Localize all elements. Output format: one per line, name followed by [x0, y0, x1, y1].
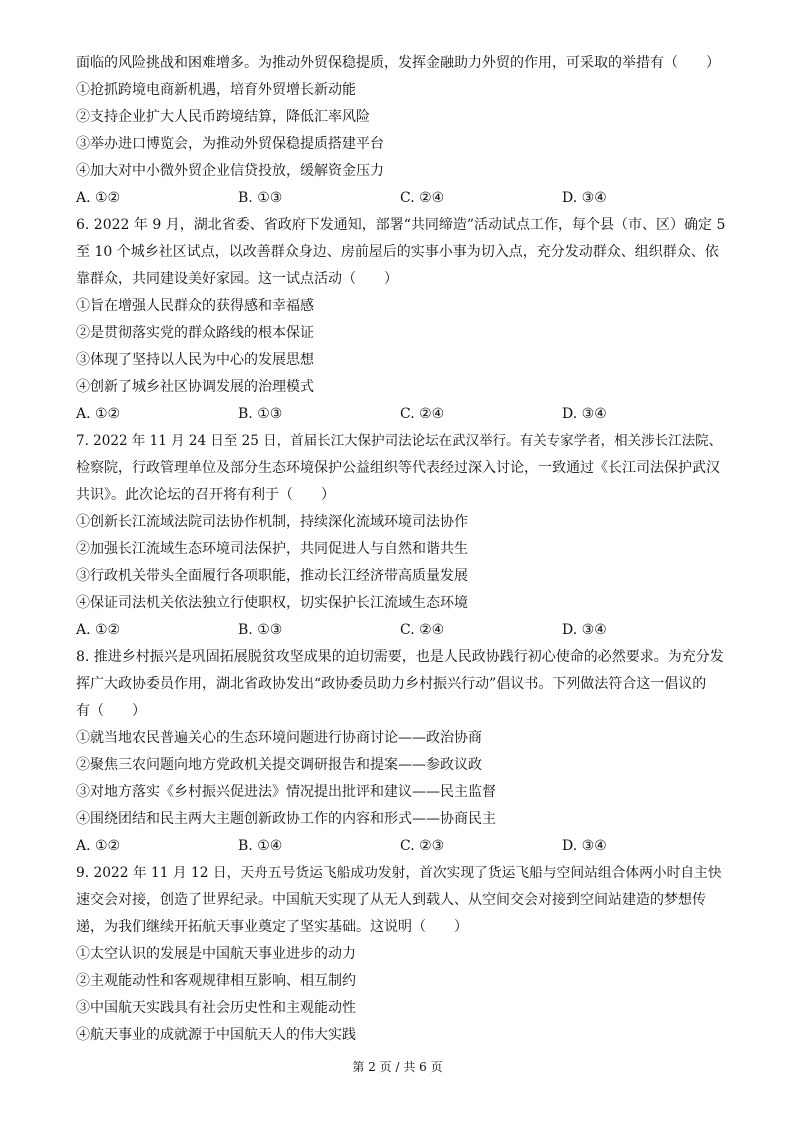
answer-options — [76, 401, 726, 428]
question-stem: 7. 2022 年 11 月 24 日至 25 日，首届长江大保护司法论坛在武汉举行。有关专家学者，相关涉长江法院、 — [76, 433, 723, 449]
exam-page — [76, 50, 726, 1049]
option-a: A. ①② — [76, 406, 121, 422]
option-c: C. ②④ — [400, 190, 445, 206]
choice-item: ③中国航天实践具有社会历史性和主观能动性 — [76, 1000, 356, 1016]
question-stem: 至 10 个城乡社区试点，以改善群众身边、房前屋后的实事小事为切入点，充分发动群众、组织群众、依 — [76, 244, 719, 260]
question-9 — [76, 860, 726, 1049]
choice-item: ④围绕团结和民主两大主题创新政协工作的内容和形式——协商民主 — [76, 811, 496, 827]
answer-options — [76, 185, 726, 212]
question-8 — [76, 644, 726, 860]
choice-item: ④航天事业的成就源于中国航天人的伟大实践 — [76, 1027, 356, 1043]
option-d: D. ③④ — [562, 838, 607, 854]
option-d: D. ③④ — [562, 406, 607, 422]
choice-item: ②是贯彻落实党的群众路线的根本保证 — [76, 325, 314, 341]
question-stem: 8. 推进乡村振兴是巩固拓展脱贫攻坚成果的迫切需要，也是人民政协践行初心使命的必然要求。为充分发 — [76, 649, 724, 665]
choice-item: ①就当地农民普遍关心的生态环境问题进行协商讨论——政治协商 — [76, 730, 482, 746]
question-stem: 递，为我们继续开拓航天事业奠定了坚实基础。这说明（ ） — [76, 919, 468, 935]
choice-item: ①抢抓跨境电商新机遇，培育外贸增长新动能 — [76, 82, 356, 98]
choice-item: ③体现了坚持以人民为中心的发展思想 — [76, 352, 314, 368]
choice-item: ②加强长江流域生态环境司法保护，共同促进人与自然和谐共生 — [76, 541, 468, 557]
choice-item: ④保证司法机关依法独立行使职权，切实保护长江流域生态环境 — [76, 595, 468, 611]
choice-item: ②主观能动性和客观规律相互影响、相互制约 — [76, 973, 356, 989]
option-d: D. ③④ — [562, 622, 607, 638]
question-stem: 面临的风险挑战和困难增多。为推动外贸保稳提质，发挥金融助力外贸的作用，可采取的举措有（ ） — [76, 55, 720, 71]
question-stem: 检察院，行政管理单位及部分生态环境保护公益组织等代表经过深入讨论，一致通过《长江司法保护武汉 — [76, 460, 720, 476]
choice-item: ②聚焦三农问题向地方党政机关提交调研报告和提案——参政议政 — [76, 757, 482, 773]
question-6 — [76, 212, 726, 428]
question-stem: 速交会对接，创造了世界纪录。中国航天实现了从无人到载人、从空间交会对接到空间站建造的梦想传 — [76, 892, 706, 908]
answer-options — [76, 617, 726, 644]
question-5 — [76, 50, 726, 212]
option-b: B. ①③ — [238, 190, 283, 206]
choice-item: ③对地方落实《乡村振兴促进法》情况提出批评和建议——民主监督 — [76, 784, 496, 800]
choice-item: ④加大对中小微外贸企业信贷投放，缓解资金压力 — [76, 163, 384, 179]
option-a: A. ①② — [76, 622, 121, 638]
question-stem: 挥广大政协委员作用，湖北省政协发出“政协委员助力乡村振兴行动”倡议书。下列做法符合这一倡议的 — [76, 676, 707, 692]
option-a: A. ①② — [76, 190, 121, 206]
answer-options — [76, 833, 726, 860]
choice-item: ③行政机关带头全面履行各项职能，推动长江经济带高质量发展 — [76, 568, 468, 584]
question-stem: 共识》。此次论坛的召开将有利于（ ） — [76, 487, 335, 503]
option-c: C. ②③ — [400, 838, 445, 854]
option-c: C. ②④ — [400, 406, 445, 422]
choice-item: ①太空认识的发展是中国航天事业进步的动力 — [76, 946, 356, 962]
page-footer: 第 2 页 / 共 6 页 — [352, 1060, 443, 1074]
question-7 — [76, 428, 726, 644]
option-b: B. ①④ — [238, 838, 283, 854]
question-stem: 有（ ） — [76, 703, 146, 719]
choice-item: ①旨在增强人民群众的获得感和幸福感 — [76, 298, 314, 314]
option-b: B. ①③ — [238, 406, 283, 422]
question-stem: 6. 2022 年 9 月，湖北省委、省政府下发通知，部署“共同缔造”活动试点工作，每个县（市、区）确定 5 — [76, 217, 726, 233]
choice-item: ③举办进口博览会，为推动外贸保稳提质搭建平台 — [76, 136, 384, 152]
choice-item: ①创新长江流域法院司法协作机制，持续深化流域环境司法协作 — [76, 514, 468, 530]
choice-item: ④创新了城乡社区协调发展的治理模式 — [76, 379, 314, 395]
option-c: C. ②④ — [400, 622, 445, 638]
option-d: D. ③④ — [562, 190, 607, 206]
question-stem: 9. 2022 年 11 月 12 日，天舟五号货运飞船成功发射，首次实现了货运飞船与空间站组合体两小时自主快 — [76, 865, 722, 881]
option-b: B. ①③ — [238, 622, 283, 638]
option-a: A. ①② — [76, 838, 121, 854]
choice-item: ②支持企业扩大人民币跨境结算，降低汇率风险 — [76, 109, 370, 125]
question-stem: 靠群众，共同建设美好家园。这一试点活动（ ） — [76, 271, 398, 287]
